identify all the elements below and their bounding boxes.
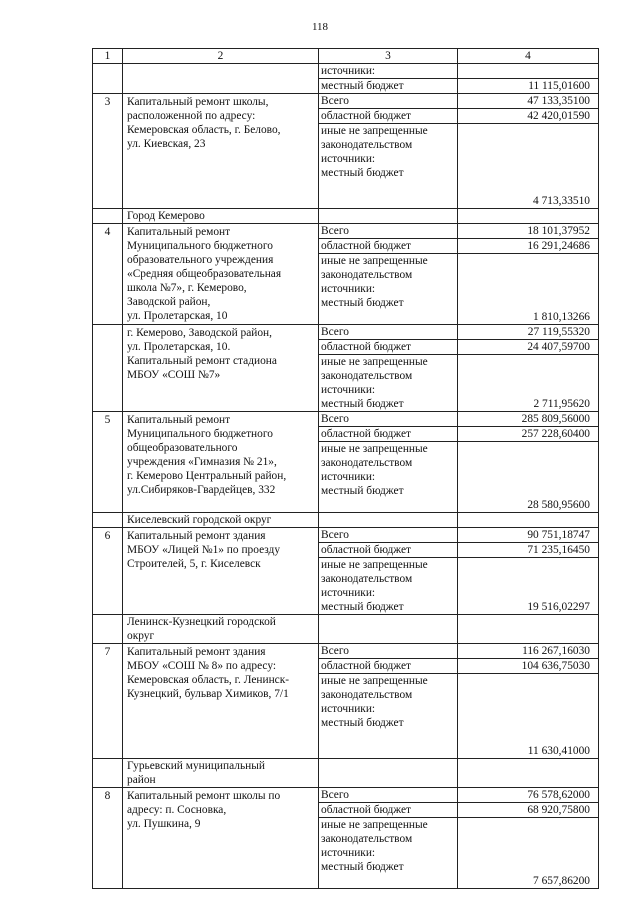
label-inye: источники:: [321, 703, 376, 715]
region-name: Ленинск-Кузнецкий городской: [127, 616, 276, 628]
value-oblast: 16 291,24686: [458, 238, 598, 253]
object-description-line: ул. Пролетарская, 10: [127, 310, 228, 322]
value-oblast: 24 407,59700: [458, 339, 598, 354]
value-vsego: 90 751,18747: [527, 529, 590, 541]
table-row: [93, 325, 599, 412]
object-description-line: Строителей, 5, г. Киселевск: [127, 558, 261, 570]
label-mestny: местный бюджет: [321, 398, 404, 410]
value-oblast: 68 920,75800: [458, 802, 598, 817]
value-oblast: 257 228,60400: [458, 426, 598, 441]
object-description-line: Заводской район,: [127, 296, 211, 308]
value-mestny: 7 657,86200: [533, 875, 590, 887]
object-description-line: ул. Пушкина, 9: [127, 818, 201, 830]
region-name: округ: [127, 630, 155, 642]
column-header: 1: [93, 49, 123, 64]
label-oblast: областной бюджет: [319, 802, 457, 817]
label-oblast: областной бюджет: [319, 238, 457, 253]
object-description-line: Капитальный ремонт здания: [127, 646, 266, 658]
label-inye: источники:: [321, 587, 376, 599]
label-vsego: Всего: [321, 789, 349, 801]
value-mestny: 4 713,33510: [533, 195, 590, 207]
object-description-line: МБОУ «Лицей №1» по проезду: [127, 544, 281, 556]
region-name: Киселевский городской округ: [127, 514, 272, 526]
object-description-line: ул.Сибиряков-Гвардейцев, 332: [127, 484, 276, 496]
value-vsego: 285 809,56000: [521, 413, 590, 425]
object-description-line: Муниципального бюджетного: [127, 240, 273, 252]
row-number: 4: [93, 224, 123, 325]
region-row: [93, 513, 599, 528]
column-header: 4: [458, 49, 599, 64]
label-mestny: местный бюджет: [321, 167, 404, 179]
label-mestny: местный бюджет: [321, 601, 404, 613]
object-description-line: Капитальный ремонт школы по: [127, 790, 281, 802]
object-description-line: Капитальный ремонт стадиона: [127, 355, 277, 367]
object-description-line: Капитальный ремонт: [127, 414, 231, 426]
value-mestny: 28 580,95600: [527, 499, 590, 511]
value-vsego: 116 267,16030: [522, 645, 590, 657]
page-number: 118: [311, 21, 329, 33]
region-row: [93, 209, 599, 224]
value-vsego: 18 101,37952: [527, 225, 590, 237]
label-vsego: Всего: [321, 326, 349, 338]
label-oblast: областной бюджет: [319, 426, 457, 441]
label-mestny: местный бюджет: [321, 861, 404, 873]
value-vsego: 47 133,35100: [527, 95, 590, 107]
label-mestny: местный бюджет: [319, 78, 457, 93]
label-inye: законодательством: [321, 457, 413, 469]
label-mestny: местный бюджет: [321, 717, 404, 729]
value-mestny: 11 115,01600: [458, 78, 598, 93]
region-name: Город Кемерово: [127, 210, 205, 222]
label-inye: законодательством: [321, 573, 413, 585]
label-inye: иные не запрещенные: [319, 441, 457, 456]
label-mestny: местный бюджет: [321, 297, 404, 309]
column-header: 2: [123, 49, 319, 64]
object-description-line: адресу: п. Сосновка,: [127, 804, 227, 816]
table-row: [93, 644, 599, 759]
object-description-line: МБОУ «СОШ № 8» по адресу:: [127, 660, 277, 672]
label-inye: законодательством: [321, 139, 413, 151]
object-description-line: общеобразовательного: [127, 442, 238, 454]
object-description-line: г. Кемерово Центральный район,: [127, 470, 287, 482]
object-description-line: Кузнецкий, бульвар Химиков, 7/1: [127, 688, 289, 700]
table-row: [93, 528, 599, 615]
object-description-line: ул. Киевская, 23: [127, 138, 206, 150]
label-inye: законодательством: [321, 370, 413, 382]
budget-table: [92, 48, 599, 889]
object-description-line: Капитальный ремонт: [127, 226, 231, 238]
value-vsego: 76 578,62000: [527, 789, 590, 801]
label-inye: иные не запрещенные: [319, 817, 457, 832]
value-mestny: 19 516,02297: [527, 601, 590, 613]
label-inye: иные не запрещенные: [319, 354, 457, 369]
label-vsego: Всего: [321, 645, 349, 657]
label-istochniki: источники:: [321, 65, 376, 77]
object-description-line: Кемеровская область, г. Белово,: [127, 124, 281, 136]
label-inye: источники:: [321, 384, 376, 396]
column-header: 3: [319, 49, 458, 64]
row-number: 3: [93, 94, 123, 209]
row-number: 6: [93, 528, 123, 615]
table-row: [93, 94, 599, 209]
label-vsego: Всего: [321, 413, 349, 425]
object-description-line: образовательного учреждения: [127, 254, 274, 266]
table-row: [93, 788, 599, 889]
region-name: Гурьевский муниципальный: [127, 760, 265, 772]
value-mestny: 11 630,41000: [527, 745, 590, 757]
value-vsego: 27 119,55320: [527, 326, 590, 338]
region-name: район: [127, 774, 156, 786]
table-row: [93, 412, 599, 513]
object-description-line: расположенной по адресу:: [127, 110, 256, 122]
object-description-line: Капитальный ремонт здания: [127, 530, 266, 542]
table-row: [93, 224, 599, 325]
row-number: 7: [93, 644, 123, 759]
value-mestny: 1 810,13266: [533, 311, 590, 323]
object-description-line: Муниципального бюджетного: [127, 428, 273, 440]
label-vsego: Всего: [321, 225, 349, 237]
object-description-line: школа №7», г. Кемерово,: [127, 282, 247, 294]
label-oblast: областной бюджет: [319, 542, 457, 557]
object-description-line: Кемеровская область, г. Ленинск-: [127, 674, 290, 686]
label-inye: законодательством: [321, 833, 413, 845]
label-inye: иные не запрещенные: [319, 123, 457, 138]
object-description-line: МБОУ «СОШ №7»: [127, 369, 221, 381]
table-row: [93, 64, 599, 94]
label-vsego: Всего: [321, 529, 349, 541]
label-inye: источники:: [321, 847, 376, 859]
label-oblast: областной бюджет: [319, 108, 457, 123]
value-oblast: 104 636,75030: [458, 658, 598, 673]
row-number: 8: [93, 788, 123, 889]
row-number: 5: [93, 412, 123, 513]
region-row: [93, 759, 599, 788]
label-inye: иные не запрещенные: [319, 253, 457, 268]
label-oblast: областной бюджет: [319, 339, 457, 354]
label-inye: законодательством: [321, 269, 413, 281]
value-oblast: 42 420,01590: [458, 108, 598, 123]
object-description-line: Капитальный ремонт школы,: [127, 96, 269, 108]
header-row: [93, 49, 599, 64]
label-oblast: областной бюджет: [319, 658, 457, 673]
label-mestny: местный бюджет: [321, 485, 404, 497]
label-inye: источники:: [321, 153, 376, 165]
object-description-line: г. Кемерово, Заводской район,: [127, 327, 273, 339]
object-description-line: ул. Пролетарская, 10.: [127, 341, 231, 353]
region-row: [93, 615, 599, 644]
label-inye: иные не запрещенные: [319, 673, 457, 688]
label-inye: законодательством: [321, 689, 413, 701]
value-mestny: 2 711,95620: [533, 398, 590, 410]
label-inye: иные не запрещенные: [319, 557, 457, 572]
object-description-line: «Средняя общеобразовательная: [127, 268, 282, 280]
object-description-line: учреждения «Гимназия № 21»,: [127, 456, 277, 468]
value-oblast: 71 235,16450: [458, 542, 598, 557]
label-vsego: Всего: [321, 95, 349, 107]
label-inye: источники:: [321, 283, 376, 295]
label-inye: источники:: [321, 471, 376, 483]
